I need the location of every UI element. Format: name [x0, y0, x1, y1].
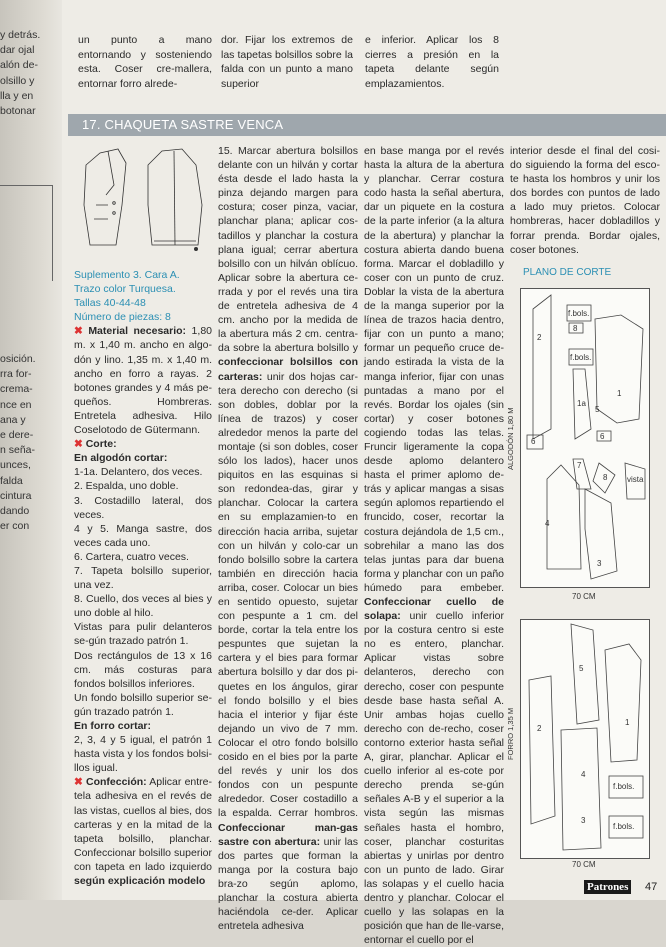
- forro-text: 2, 3, 4 y 5 igual, el patrón 1 hasta vista y los fondos bolsi-llos igual.: [74, 734, 212, 775]
- forro-heading: En forro cortar:: [74, 720, 152, 732]
- column-4: [510, 144, 660, 257]
- cutting-plan-title: PLANO DE CORTE: [523, 267, 612, 278]
- lining-length-label: FORRO 1,35 M: [506, 707, 515, 760]
- gutter-text-top: y detrás. dar ojal alón de- olsillo y lla y en botonar: [0, 29, 41, 118]
- top-text-col2: dor. Fijar los extremos de las tapetas bolsillos sobre la falda con un punto a mano superior: [221, 34, 353, 90]
- piece-label: 7: [577, 461, 582, 470]
- algodon-heading: En algodón cortar:: [74, 452, 168, 465]
- trace-line: Trazo color Turquesa.: [74, 283, 176, 296]
- cotton-width-label: 70 CM: [572, 592, 596, 601]
- top-text-col1: un punto a mano entornando y sosteniendo esta. Coser cre-mallera, entornar forro alrede-: [78, 34, 212, 90]
- piece-label: 3: [597, 559, 602, 568]
- piece-label: 2: [537, 333, 542, 342]
- cutting-plan-lining: [520, 619, 650, 859]
- piece-label: 8: [603, 473, 608, 482]
- cut-item: Vistas para pulir delanteros se-gún trazado patrón 1.: [74, 621, 212, 648]
- instructions-paragraph: interior desde el final del cosi-do siguiendo la forma del esco-te hasta los hombros y unir los dos bordes con puntos de lado a lado muy prietos. Colocar hombreras, hacer dobladillos y forrar prenda. Bordar ojales, coser botones.: [510, 145, 660, 256]
- cut-item: 4 y 5. Manga sastre, dos veces cada uno.: [74, 522, 212, 549]
- instructions-paragraph: 15. Marcar abertura bolsillos delante con un hilván y cortar ésta desde el lado hasta la pinza dejando margen para costura; coser pinza, vaciar, planchar plana; aplicar cos-tadillos y planchar la costura plana igual; cerrar abertura bolsillo con un hilván oblícuo. Aplicar sobre la abertura ce-rrada y por el revés una tira de entretela adhesiva de 4 cm. ancho por la medida de la abertura más 2 cm. centra-da sobre la abertura bolsillo y confeccionar bolsillos con carteras: unir dos hojas car-tera derecho con derecho (si son dobles, doblar por la línea de trazos) y coser alrededor menos la parte del montaje (si son dobles, coser sólo los lados), hacer unos piquitos en las esquinas si son redondea-das, girar y planchar. Colocar la cartera en su emplazamien-to en dirección hacia arriba, sujetar con un hilván y colo-car un fondo bolsillo sobre la cartera también en dirección hacia arriba, coser. Colocar un bies en sentido opuesto, sujetar con pespunte a 1 cm. del borde, cortar la tela entre los pespuntes que sujetan la cartera y el bies para formar abertura bolsillo y dar dos pi-quetes en los ángulos, girar el fondo bolsillo y el bies hacia el interior y fijar éste dejando un vivo de 7 mm. Colocar el otro fondo bolsillo cosido en el bies por la parte del revés y unir los dos fondos con un pespunte alrededor. Coser costadillo a la espalda. Cerrar hombros. Confeccionar man-gas sastre con abertura: unir las dos partes que forman la manga por la costura bajo bra-zo según aplomo, planchar la costura abierta haciéndola ce-der. Aplicar entretela adhesiva: [218, 145, 358, 933]
- bullet-x-icon: ✖: [74, 776, 86, 789]
- piece-label: 2: [537, 724, 542, 733]
- piece-label: 3: [581, 816, 586, 825]
- piece-label: f.bols.: [613, 782, 635, 791]
- jacket-illustration: [78, 145, 210, 257]
- cut-item: 3. Costadillo lateral, dos veces.: [74, 494, 212, 521]
- material-paragraph: ✖ Material necesario: 1,80 m. x 1,40 m. ancho en algo-dón y lino. 1,35 m. x 1,40 m. ancho en forro a rayas. 2 botones grandes y 4 más pe-queños. Hombreras. Entretela adhesiva. Hilo Coselotodo de Gütermann.: [74, 325, 212, 437]
- piece-label: 4: [545, 519, 550, 528]
- piece-label: 6: [600, 432, 605, 441]
- cut-item: 8. Cuello, dos veces al bies y uno doble al hilo.: [74, 593, 212, 620]
- section-title: 17. CHAQUETA SASTRE VENCA: [82, 117, 284, 132]
- sizes-line: Tallas 40-44-48: [74, 297, 146, 310]
- cut-item: 6. Cartera, cuatro veces.: [74, 550, 189, 563]
- column-3: [364, 144, 504, 947]
- piece-label: 6: [531, 437, 536, 446]
- piece-label: 8: [573, 324, 578, 333]
- page-number: 47: [645, 881, 658, 893]
- cut-item: 2. Espalda, uno doble.: [74, 480, 179, 493]
- piece-label: 5: [579, 664, 584, 673]
- cut-item: 7. Tapeta bolsillo superior, una vez.: [74, 564, 212, 592]
- gutter-pattern-fragment: [0, 185, 53, 281]
- cotton-length-label: ALGODÓN 1,80 M: [506, 407, 515, 470]
- lining-width-label: 70 CM: [572, 860, 596, 869]
- previous-page-gutter: [0, 0, 62, 900]
- section-banner: [68, 114, 666, 136]
- decorative-dot-icon: [194, 247, 198, 251]
- cutting-plan-cotton: [520, 288, 650, 588]
- gutter-text-middle: osición. rra for- crema- nce en ana y e dere- n seña- unces, falda cintura dando er con: [0, 353, 36, 533]
- piece-label: 1a: [577, 399, 586, 408]
- cut-item: Un fondo bolsillo superior se-gún trazado patrón 1.: [74, 691, 212, 718]
- piece-label: f.bols.: [568, 309, 590, 318]
- column-1: [74, 268, 212, 888]
- top-text-col3: e inferior. Aplicar los 8 cierres a presión en la tapeta delante según emplazamientos.: [365, 34, 499, 90]
- piece-label: 5: [595, 405, 600, 414]
- supplement-line: Suplemento 3. Cara A.: [74, 269, 180, 281]
- piece-label: 4: [581, 770, 586, 779]
- piece-label: f.bols.: [613, 822, 635, 831]
- pieces-line: Número de piezas: 8: [74, 311, 171, 324]
- corte-heading: ✖ Corte:: [74, 438, 117, 451]
- confeccion-paragraph: ✖ Confección: Aplicar entre-tela adhesiva en el revés de las vistas, cuellos al bies, dos carteras y en la mitad de la tapeta bolsillo, planchar. Confeccionar bolsillo superior con tapeta en lado izquierdo según explicación modelo: [74, 776, 213, 888]
- piece-label: vista: [627, 475, 644, 484]
- piece-label: 1: [625, 718, 630, 727]
- piece-label: 1: [617, 389, 622, 398]
- cut-item: Dos rectángulos de 13 x 16 cm. más costuras para fondos bolsillos inferiores.: [74, 649, 212, 690]
- bullet-x-icon: ✖: [74, 438, 86, 451]
- instructions-paragraph: en base manga por el revés hasta la altura de la abertura y planchar. Cerrar costura codo hasta la señal abertura, dar un piquete en la costura de la parte inferior (a la altura de la abertura) y planchar la costura abierta dando buena forma. Marcar el dobladillo y coser con un punto de cruz. Doblar la vista de la abertura de la manga superior por la línea de trazos hacia dentro, fijar con un punto a mano; formar un pequeño cruce de-jando estirada la vista de la manga inferior, fijar con unas puntadas a mano por el revés. Bordar los ojales (sin cortar) y coser botones cogiendo todas las telas. Fruncir ligeramente la copa desde aplomo delantero hasta el primer aplomo de-trás y aplicar mangas a sisas según aplomos repartiendo el fruncido, coser, recortar la costura dejándola de 1,5 cm., sobrehilar a mano las dos telas juntas para dar buena forma y planchar con un paño húmedo para embeber. Confeccionar cuello de solapa: unir cuello inferior por la costura centro si este no es entero, planchar. Aplicar vistas sobre delanteros, derecho con derecho, coser con pespunte desde base hasta señal A. Unir ambas hojas cuello derecho con de-recho, coser contorno exterior hasta señal A, girar, planchar. Aplicar el cuello inferior al es-cote por derecho prenda se-gún señales A-B y el superior a la vista según las mismas señales hasta el hombro, coser, planchar costuritas abiertas y unirlas por dentro con un punto de lado. Girar las solapas y el cuello hacia dentro y planchar. Colocar el cuello y las solapas en la posición que han de lle-varse, entornar el cuello por el: [364, 145, 504, 947]
- magazine-logo: Patrones: [584, 880, 631, 894]
- cut-item: 1-1a. Delantero, dos veces.: [74, 466, 203, 479]
- column-2: [218, 144, 358, 933]
- bullet-x-icon: ✖: [74, 325, 89, 338]
- piece-label: f.bols.: [570, 353, 592, 362]
